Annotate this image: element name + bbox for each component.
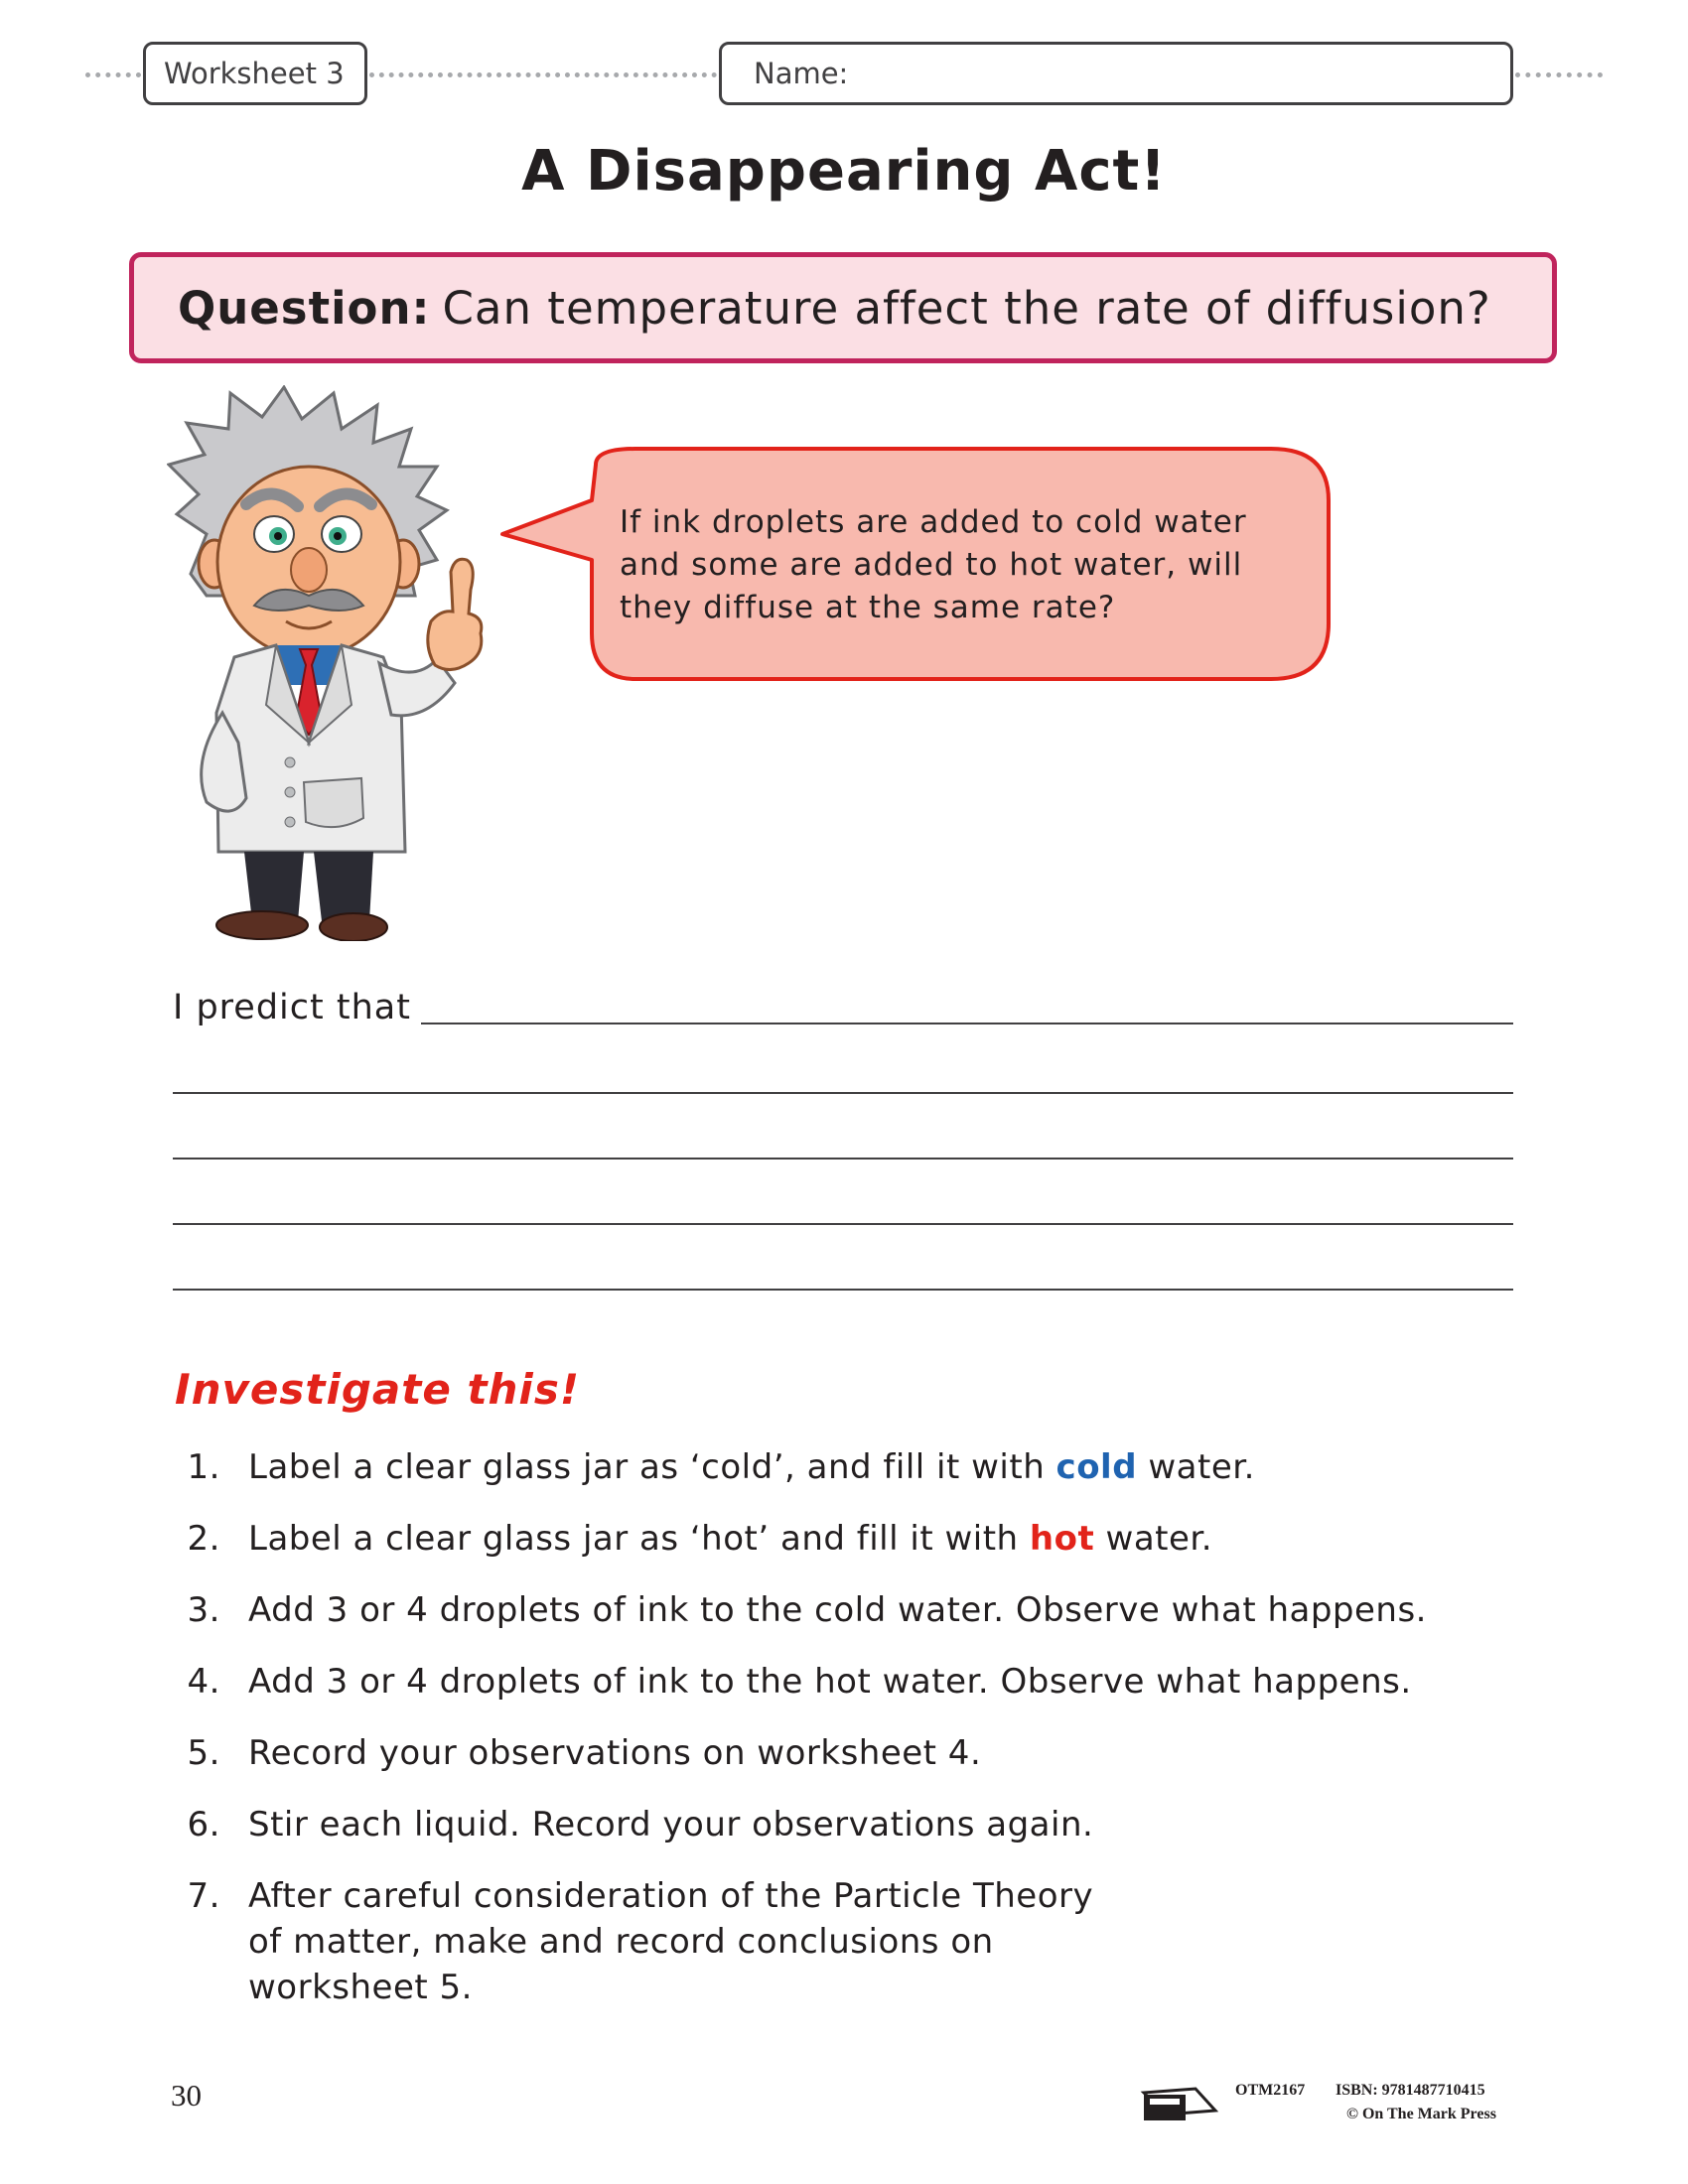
step-item [175,1587,1545,1633]
header-dots-right [1515,72,1603,77]
step-number: 1. [187,1447,220,1487]
step-text: water. [1094,1519,1213,1559]
step-number: 4. [187,1662,220,1702]
step-number: 2. [187,1519,220,1559]
predict-label: I predict that [173,988,411,1027]
question-text: Can temperature affect the rate of diffusion? [442,281,1491,335]
question-banner [129,252,1557,363]
step-highlight-cold: cold [1055,1447,1138,1487]
step-text: Label a clear glass jar as ‘hot’ and fill it with [248,1519,1030,1559]
publisher-logo-icon [1140,2083,1219,2124]
step-text: Add 3 or 4 droplets of ink to the cold water. Observe what happens. [248,1590,1427,1630]
step-text: Add 3 or 4 droplets of ink to the hot water. Observe what happens. [248,1662,1412,1702]
predict-line-2[interactable] [173,1092,1513,1094]
step-item [175,1873,1545,2010]
bubble-text [620,501,1295,629]
step-item [175,1730,1545,1776]
bubble-line: they diffuse at the same rate? [620,590,1116,625]
step-item [175,1444,1545,1490]
step-item [175,1802,1545,1847]
page-number: 30 [171,2078,202,2113]
step-number: 5. [187,1733,220,1773]
step-number: 6. [187,1805,220,1844]
steps-list [175,1444,1545,2036]
question-label: Question: [178,281,431,335]
step-text: After careful consideration of the Particle Theory of matter, make and record conclusions on worksheet 5. [248,1876,1094,2007]
worksheet-tag [143,42,367,105]
step-item [175,1516,1545,1562]
scientist-illustration [167,385,494,941]
predict-line-3[interactable] [173,1158,1513,1160]
bubble-line: If ink droplets are added to cold water [620,504,1247,540]
step-text: Label a clear glass jar as ‘cold’, and fill it with [248,1447,1056,1487]
worksheet-label: Worksheet 3 [164,57,345,90]
header-dots-middle [369,72,717,77]
step-text: water. [1137,1447,1255,1487]
name-label: Name: [754,57,849,90]
step-item [175,1659,1545,1705]
scientist-thumbs-up [428,559,482,669]
predict-line-4[interactable] [173,1223,1513,1225]
step-number: 7. [187,1876,220,1916]
step-text: Stir each liquid. Record your observations again. [248,1805,1094,1844]
predict-line-1[interactable] [421,1023,1513,1024]
header-dots-left [85,72,141,77]
footer-isbn: ISBN: 9781487710415 [1336,2082,1485,2099]
step-highlight-hot: hot [1029,1519,1095,1559]
predict-line-5[interactable] [173,1289,1513,1291]
bubble-line: and some are added to hot water, will [620,547,1243,583]
step-number: 3. [187,1590,220,1630]
footer-code: OTM2167 [1235,2082,1306,2099]
page-title: A Disappearing Act! [521,139,1167,204]
investigate-heading: Investigate this! [175,1365,580,1414]
name-field[interactable] [719,42,1513,105]
footer-copyright: © On The Mark Press [1346,2106,1496,2122]
step-text: Record your observations on worksheet 4. [248,1733,982,1773]
